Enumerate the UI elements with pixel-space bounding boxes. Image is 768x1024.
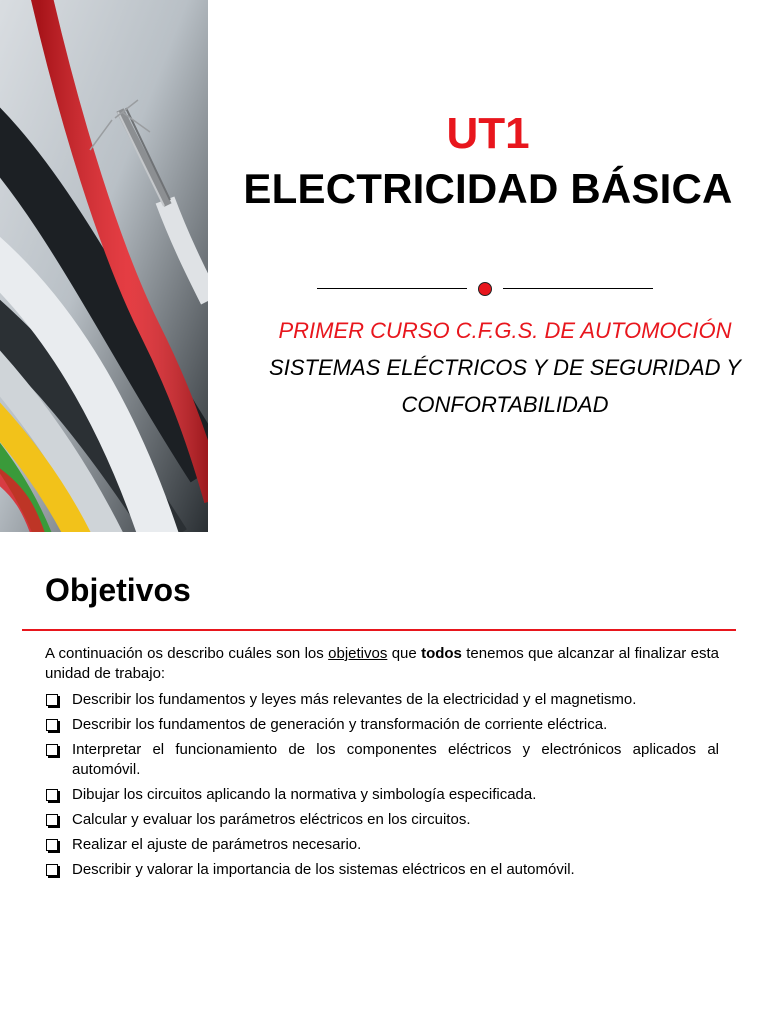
intro-underlined-word: objetivos	[328, 645, 388, 662]
list-item-text: Interpretar el funcionamiento de los componentes eléctricos y electrónicos aplicados al automóvil.	[72, 741, 719, 778]
subtitle-block	[240, 312, 768, 423]
objectives-heading: Objetivos	[45, 572, 191, 608]
list-item	[45, 785, 719, 805]
list-item-text: Dibujar los circuitos aplicando la normativa y simbología especificada.	[72, 786, 537, 803]
checkbox-bullet-icon	[46, 839, 58, 851]
list-item	[45, 860, 719, 880]
list-item	[45, 715, 719, 735]
list-item	[45, 690, 719, 710]
list-item	[45, 740, 719, 780]
list-item	[45, 835, 719, 855]
checkbox-bullet-icon	[46, 744, 58, 756]
unit-title: ELECTRICIDAD BÁSICA	[243, 165, 733, 212]
cables-photo	[0, 0, 208, 532]
title-block	[228, 106, 748, 216]
course-name: PRIMER CURSO C.F.G.S. DE AUTOMOCIÓN	[278, 318, 732, 343]
checkbox-bullet-icon	[46, 864, 58, 876]
checkbox-bullet-icon	[46, 719, 58, 731]
list-item-text: Describir y valorar la importancia de los sistemas eléctricos en el automóvil.	[72, 861, 575, 878]
intro-bold-word: todos	[421, 645, 462, 662]
objectives-intro	[45, 644, 719, 684]
list-item	[45, 810, 719, 830]
list-item-text: Calcular y evaluar los parámetros eléctricos en los circuitos.	[72, 811, 471, 828]
list-item-text: Realizar el ajuste de parámetros necesario.	[72, 836, 362, 853]
divider-line-right	[503, 288, 653, 289]
divider-dot-icon	[478, 282, 492, 296]
checkbox-bullet-icon	[46, 789, 58, 801]
intro-text-2: que	[387, 645, 422, 662]
intro-text-3: tenemos que alcanzar al finalizar esta unidad de trabajo:	[45, 645, 719, 682]
title-divider-ornament	[317, 281, 653, 297]
module-name-line-1: SISTEMAS ELÉCTRICOS Y DE SEGURIDAD Y	[269, 355, 741, 380]
heading-divider	[22, 629, 736, 631]
objectives-list	[45, 690, 719, 885]
checkbox-bullet-icon	[46, 814, 58, 826]
unit-code: UT1	[446, 109, 530, 158]
checkbox-bullet-icon	[46, 694, 58, 706]
list-item-text: Describir los fundamentos y leyes más relevantes de la electricidad y el magnetismo.	[72, 691, 637, 708]
list-item-text: Describir los fundamentos de generación y transformación de corriente eléctrica.	[72, 716, 608, 733]
module-name-line-2: CONFORTABILIDAD	[401, 392, 609, 417]
cables-illustration	[0, 0, 208, 532]
divider-line-left	[317, 288, 467, 289]
intro-text-1: A continuación os describo cuáles son los	[45, 645, 329, 662]
